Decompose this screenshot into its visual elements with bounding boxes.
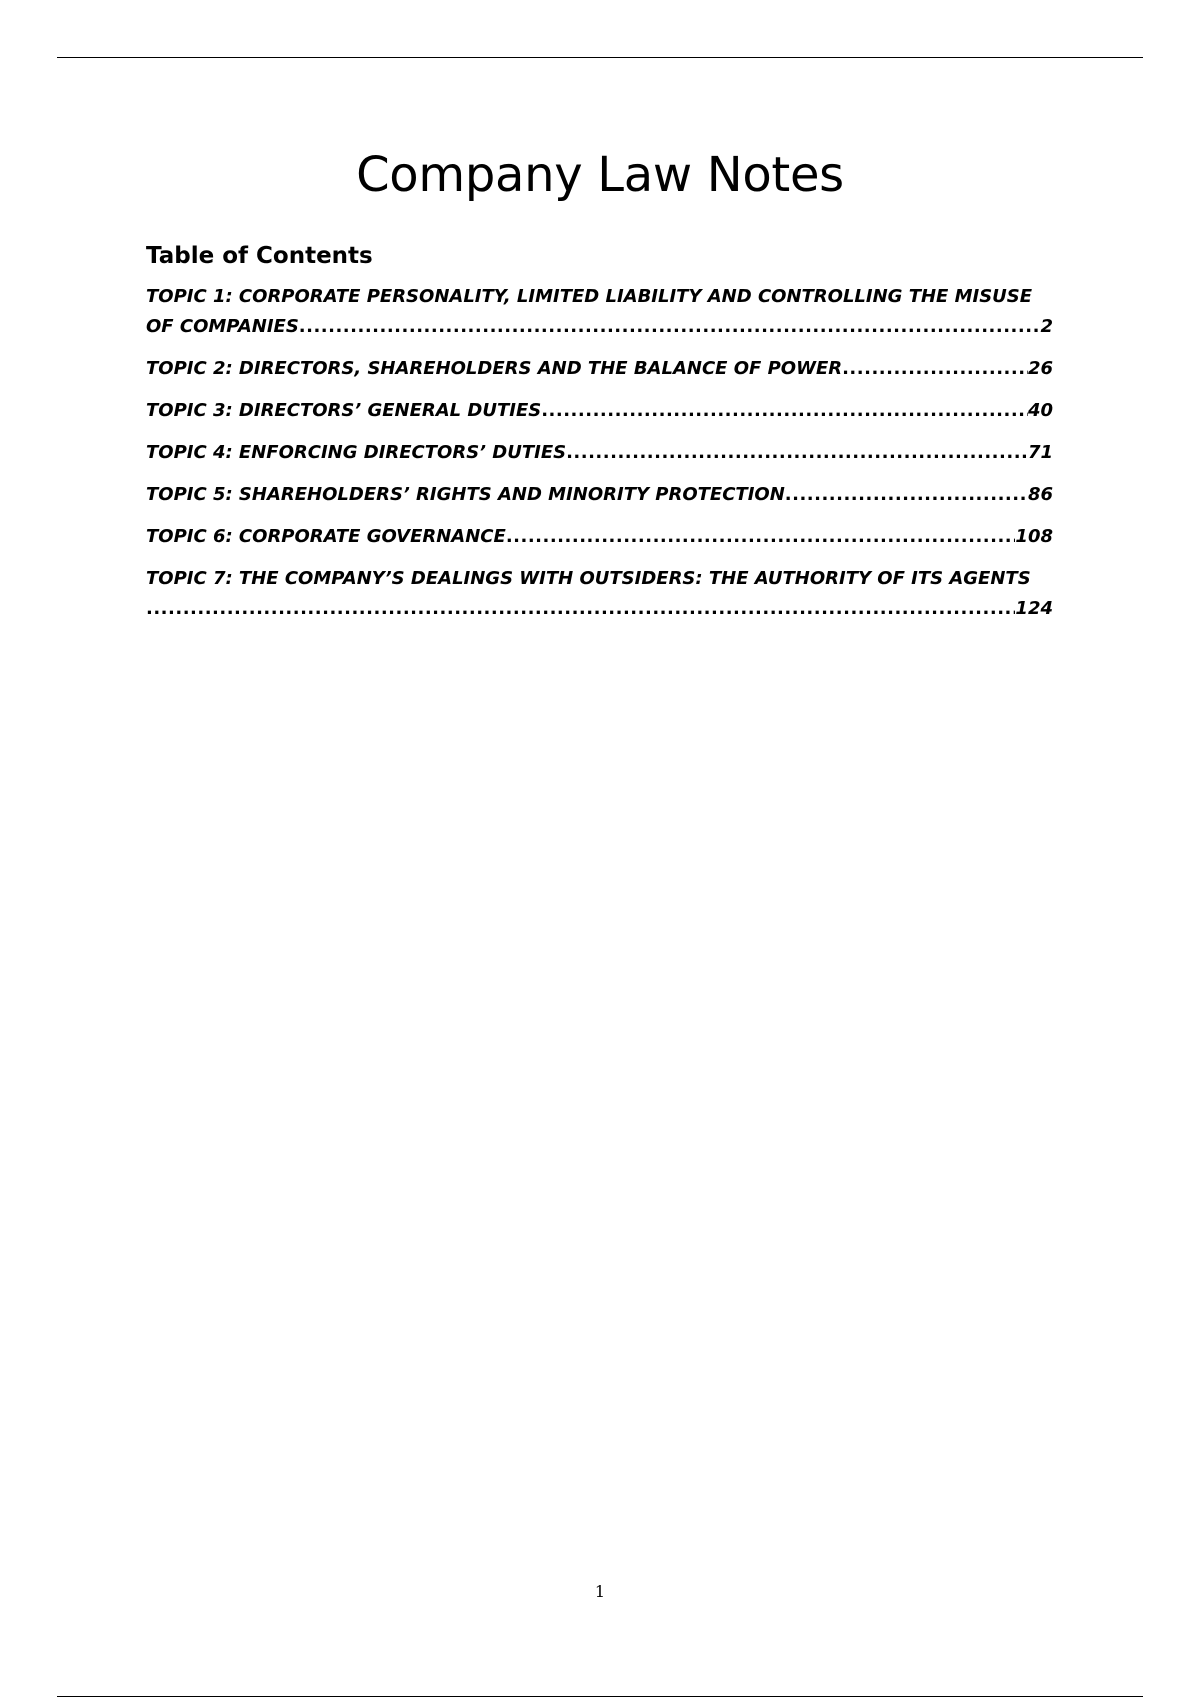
toc-entry-topic-5[interactable] <box>146 480 1053 510</box>
toc-entry-title: TOPIC 4: ENFORCING DIRECTORS’ DUTIES <box>146 442 567 463</box>
toc-entry-page: 86 <box>1027 484 1053 505</box>
toc-entry-title: OF COMPANIES <box>146 316 299 337</box>
toc-entry-page: 2 <box>1040 316 1053 337</box>
toc-dot-leader <box>506 522 1016 552</box>
toc-entry-topic-3[interactable] <box>146 396 1053 426</box>
toc-dot-leader <box>566 438 1028 468</box>
toc-entry-title: TOPIC 6: CORPORATE GOVERNANCE <box>146 526 506 547</box>
page-number: 1 <box>594 1582 606 1601</box>
toc-entry-title-line: TOPIC 1: CORPORATE PERSONALITY, LIMITED LIABILITY AND CONTROLLING THE MISUSE <box>146 286 1033 307</box>
toc-entry-topic-1[interactable] <box>146 282 1053 342</box>
toc-entry-topic-4[interactable] <box>146 438 1053 468</box>
document-title: Company Law Notes <box>356 147 844 203</box>
toc-dot-leader <box>299 312 1041 342</box>
toc-entry-page: 26 <box>1027 358 1053 379</box>
toc-dot-leader <box>842 354 1028 384</box>
toc-heading: Table of Contents <box>146 243 373 269</box>
toc-dot-leader <box>146 594 1015 624</box>
toc-entry-page: 71 <box>1027 442 1053 463</box>
toc-entry-title: TOPIC 3: DIRECTORS’ GENERAL DUTIES <box>146 400 542 421</box>
toc-dot-leader <box>785 480 1028 510</box>
toc-entry-page: 40 <box>1027 400 1053 421</box>
toc-entry-topic-7[interactable] <box>146 564 1053 624</box>
toc-entry-topic-6[interactable] <box>146 522 1053 552</box>
toc-entry-page: 108 <box>1015 526 1053 547</box>
toc-entry-page: 124 <box>1015 598 1053 619</box>
toc-dot-leader <box>541 396 1028 426</box>
toc-list <box>146 282 1053 624</box>
toc-entry-topic-2[interactable] <box>146 354 1053 384</box>
toc-entry-title: TOPIC 2: DIRECTORS, SHAREHOLDERS AND THE BALANCE OF POWER <box>146 358 843 379</box>
toc-entry-title: TOPIC 5: SHAREHOLDERS’ RIGHTS AND MINORITY PROTECTION <box>146 484 785 505</box>
header-rule <box>57 57 1143 58</box>
toc-entry-title-line: TOPIC 7: THE COMPANY’S DEALINGS WITH OUTSIDERS: THE AUTHORITY OF ITS AGENTS <box>146 568 1031 589</box>
table-of-contents <box>146 238 1053 636</box>
footer-rule <box>57 1696 1143 1697</box>
